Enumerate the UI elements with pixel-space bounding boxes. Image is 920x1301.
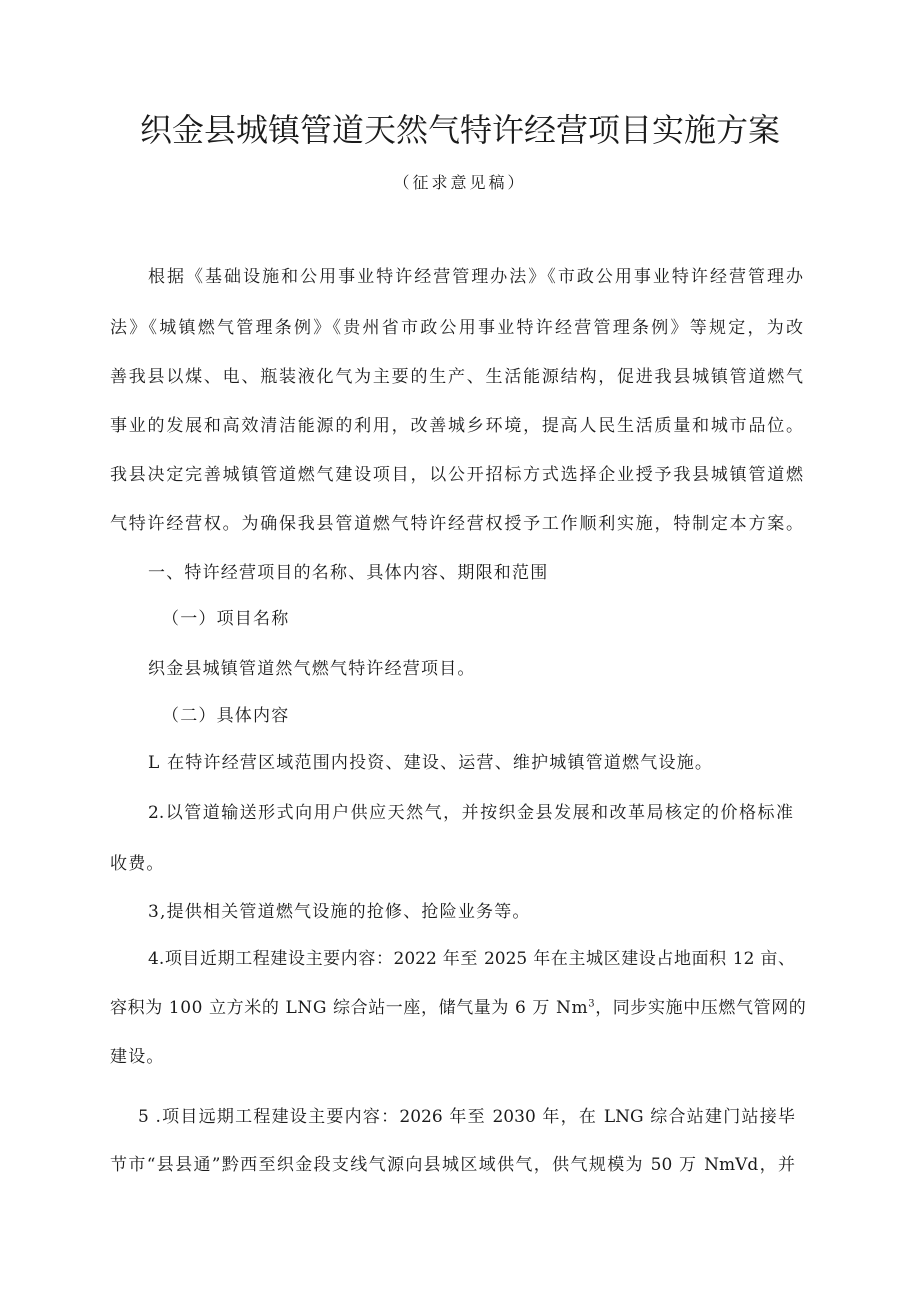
- list-item: 4.项目近期工程建设主要内容：2022 年至 2025 年在主城区建设占地面积 12 亩、: [148, 949, 795, 969]
- list-item-continuation: [110, 996, 806, 1020]
- list-item-continuation: 建设。: [110, 1047, 165, 1067]
- subsection-heading: （一）项目名称: [162, 609, 290, 629]
- paragraph-line: 法》《城镇燃气管理条例》《贵州省市政公用事业特许经营管理条例》等规定，为改: [110, 318, 803, 338]
- list-item-continuation: 收费。: [110, 854, 165, 874]
- project-name-text: 织金县城镇管道然气燃气特许经营项目。: [148, 659, 476, 679]
- paragraph-line: 事业的发展和高效清洁能源的利用，改善城乡环境，提高人民生活质量和城市品位。: [110, 416, 803, 436]
- list-item: 5 .项目远期工程建设主要内容：2026 年至 2030 年，在 LNG 综合站建门站接毕: [138, 1107, 795, 1127]
- paragraph-line: 气特许经营权。为确保我县管道燃气特许经营权授予工作顺利实施，特制定本方案。: [110, 514, 803, 534]
- paragraph-line: 我县决定完善城镇管道燃气建设项目，以公开招标方式选择企业授予我县城镇管道燃: [110, 465, 803, 485]
- list-item: 2.以管道输送形式向用户供应天然气，并按织金县发展和改革局核定的价格标准: [148, 803, 793, 823]
- document-subtitle: （征求意见稿）: [393, 173, 527, 192]
- list-item: 3,提供相关管道燃气设施的抢修、抢险业务等。: [148, 902, 531, 922]
- section-heading: 一、特许经营项目的名称、具体内容、期限和范围: [148, 563, 549, 583]
- document-title: 织金县城镇管道天然气特许经营项目实施方案: [139, 111, 780, 149]
- cubic-superscript: 3: [588, 998, 596, 1010]
- list-item-continuation: 节市“县县通”黔西至织金段支线气源向县城区域供气，供气规模为 50 万 NmVd，并: [110, 1155, 795, 1175]
- subsection-heading: （二）具体内容: [162, 706, 290, 726]
- paragraph-line: 根据《基础设施和公用事业特许经营管理办法》《市政公用事业特许经营管理办: [148, 267, 803, 287]
- storage-text: 容积为 100 立方米的 LNG 综合站一座，储气量为 6 万 Nm: [110, 998, 589, 1018]
- list-item: L 在特许经营区域范围内投资、建设、运营、维护城镇管道燃气设施。: [148, 753, 714, 773]
- paragraph-line: 善我县以煤、电、瓶装液化气为主要的生产、生活能源结构，促进我县城镇管道燃气: [110, 367, 803, 387]
- storage-text-rest: ，同步实施中压燃气管网的: [595, 998, 807, 1018]
